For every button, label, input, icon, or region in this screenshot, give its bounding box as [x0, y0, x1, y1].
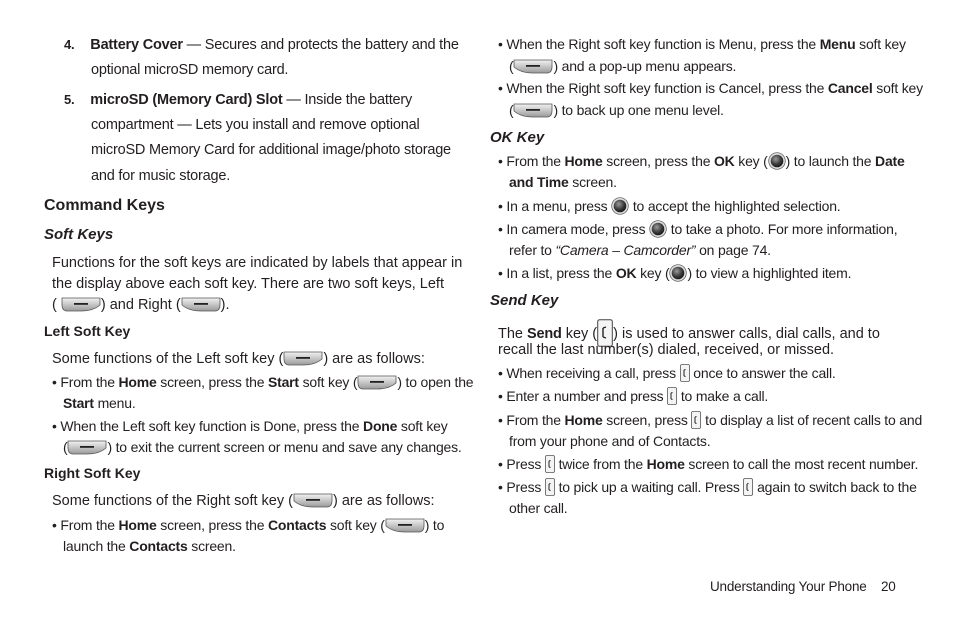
right-soft-key-bullet-1-cont: launch the Contacts screen.	[63, 538, 236, 554]
page-number: 20	[881, 579, 896, 594]
heading-soft-keys: Soft Keys	[44, 226, 114, 243]
ok-bullet-3-cont: refer to “Camera – Camcorder” on page 74.	[509, 242, 771, 258]
send-key-icon	[680, 364, 690, 382]
soft-keys-intro-3: ( ) and Right ( ).	[52, 297, 230, 313]
soft-keys-intro-2: the display above each soft key. There are two soft keys, Left	[52, 276, 444, 292]
heading-send-key: Send Key	[490, 292, 559, 309]
send-key-icon	[691, 411, 701, 429]
footer-section-title: Understanding Your Phone	[710, 579, 867, 594]
right-soft-key-icon	[513, 58, 553, 74]
ok-bullet-4: • In a list, press the OK key ( ) to view a highlighted item.	[498, 265, 852, 281]
ok-key-icon	[669, 264, 687, 282]
send-key-icon	[545, 455, 555, 473]
left-soft-key-icon	[61, 296, 101, 312]
menu-bullet: • When the Right soft key function is Menu, press the Menu soft key	[498, 36, 906, 52]
send-bullet-3-cont: from your phone and of Contacts.	[509, 433, 711, 449]
heading-command-keys: Command Keys	[44, 197, 165, 214]
list-item-battery-cover: 4. Battery Cover — Secures and protects the battery and the	[64, 37, 459, 53]
heading-right-soft-key: Right Soft Key	[44, 465, 141, 481]
right-soft-key-icon	[181, 296, 221, 312]
list-item-microsd-cont-3: and for music storage.	[91, 168, 231, 184]
heading-ok-key: OK Key	[490, 129, 545, 146]
ok-key-icon	[768, 152, 786, 170]
send-key-icon	[545, 478, 555, 496]
send-bullet-3: • From the Home screen, press to display a list of recent calls to and	[498, 412, 923, 428]
list-item-microsd-cont-1: compartment — Lets you install and remove optional	[91, 117, 420, 133]
heading-left-soft-key: Left Soft Key	[44, 323, 131, 339]
left-soft-key-bullet-1: • From the Home screen, press the Start soft key ( ) to open the	[52, 374, 474, 390]
left-soft-key-icon	[67, 439, 107, 455]
left-soft-key-intro: Some functions of the Left soft key ( ) are as follows:	[52, 351, 425, 367]
send-key-intro: The Send key ( ) is used to answer calls, dial calls, and to	[498, 319, 880, 347]
ok-bullet-2: • In a menu, press to accept the highlighted selection.	[498, 198, 841, 214]
ok-bullet-1: • From the Home screen, press the OK key ( ) to launch the Date	[498, 153, 905, 169]
send-bullet-5: • Press to pick up a waiting call. Press again to switch back to the	[498, 479, 917, 495]
send-bullet-2: • Enter a number and press to make a call.	[498, 388, 769, 404]
send-key-icon	[743, 478, 753, 496]
ok-key-icon	[611, 197, 629, 215]
cancel-bullet: • When the Right soft key function is Cancel, press the Cancel soft key	[498, 80, 923, 96]
left-soft-key-bullet-2: • When the Left soft key function is Done, press the Done soft key	[52, 418, 448, 434]
right-soft-key-bullet-1: • From the Home screen, press the Contacts soft key ( ) to	[52, 517, 445, 533]
send-bullet-4: • Press twice from the Home screen to call the most recent number.	[498, 456, 919, 472]
right-soft-key-icon	[385, 517, 425, 533]
right-soft-key-icon	[293, 492, 333, 508]
left-soft-key-icon	[357, 374, 397, 390]
send-key-intro-cont: recall the last number(s) dialed, received, or missed.	[498, 342, 835, 358]
ok-key-icon	[649, 220, 667, 238]
list-item-microsd-cont-2: microSD Memory Card for additional image/photo storage	[91, 142, 451, 158]
soft-keys-intro-1: Functions for the soft keys are indicated by labels that appear in	[52, 255, 463, 271]
right-soft-key-icon	[513, 102, 553, 118]
send-bullet-5-cont: other call.	[509, 500, 568, 516]
left-soft-key-bullet-1-cont: Start menu.	[63, 395, 136, 411]
ok-bullet-1-cont: and Time screen.	[509, 174, 617, 190]
left-soft-key-bullet-2-cont: ( ) to exit the current screen or menu and save any changes.	[63, 439, 462, 455]
cancel-bullet-cont: ( ) to back up one menu level.	[509, 102, 724, 118]
list-item-battery-cover-cont: optional microSD memory card.	[91, 62, 289, 78]
list-item-microsd-slot: 5. microSD (Memory Card) Slot — Inside the battery	[64, 92, 413, 108]
left-soft-key-icon	[283, 350, 323, 366]
ok-bullet-3: • In camera mode, press to take a photo. For more information,	[498, 221, 898, 237]
send-bullet-1: • When receiving a call, press once to answer the call.	[498, 365, 836, 381]
menu-bullet-cont: ( ) and a pop-up menu appears.	[509, 58, 737, 74]
camera-camcorder-link[interactable]: “Camera – Camcorder”	[555, 242, 696, 258]
send-key-icon	[667, 387, 677, 405]
right-soft-key-intro: Some functions of the Right soft key ( ) are as follows:	[52, 493, 435, 509]
